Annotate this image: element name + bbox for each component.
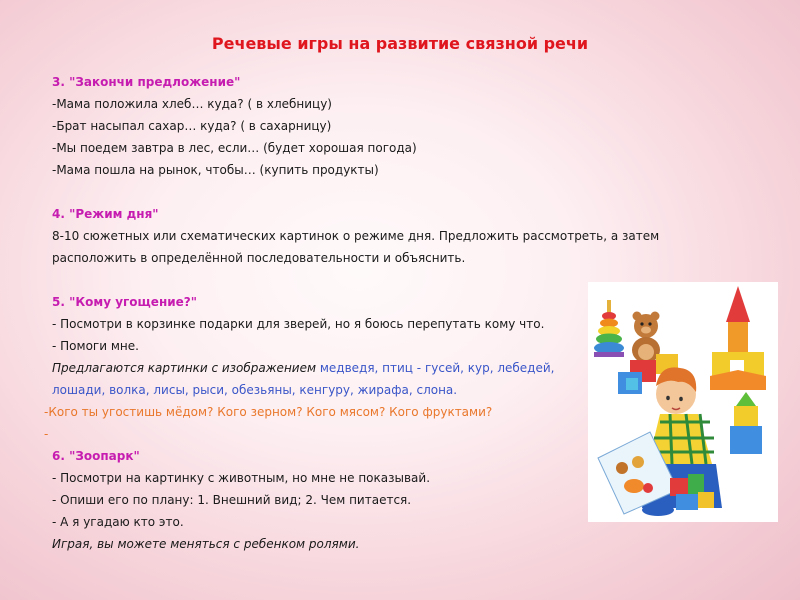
section-3-line: -Мама пошла на рынок, чтобы… (купить продукты) bbox=[52, 163, 379, 177]
slide-title: Речевые игры на развитие связной речи bbox=[211, 34, 589, 53]
section-5-italic-text: Предлагаются картинки с изображением bbox=[52, 361, 320, 375]
section-3-line: -Брат насыпал сахар… куда? ( в сахарницу) bbox=[52, 119, 332, 133]
section-3-heading: 3. "Закончи предложение" bbox=[52, 75, 241, 89]
section-6-line: - Опиши его по плану: 1. Внешний вид; 2. Чем питается. bbox=[52, 493, 412, 507]
red-cone-roof bbox=[726, 286, 750, 322]
section-6-italic-line: Играя, вы можете меняться с ребенком ролями. bbox=[52, 537, 360, 551]
section-4-line: 8-10 сюжетных или схематических картинок о режиме дня. Предложить рассмотреть, а затем bbox=[52, 229, 660, 243]
section-3-line: -Мама положила хлеб… куда? ( в хлебницу) bbox=[52, 97, 332, 111]
section-5-heading: 5. "Кому угощение?" bbox=[52, 295, 197, 309]
section-5-question: -Кого ты угостишь мёдом? Кого зерном? Кого мясом? Кого фруктами? bbox=[44, 405, 493, 419]
section-5-line: - Помоги мне. bbox=[52, 339, 139, 353]
section-5-animals-list: медведя, птиц - гусей, кур, лебедей, bbox=[319, 361, 555, 375]
section-5-animals-list: лошади, волка, лисы, рыси, обезьяны, кенгуру, жирафа, слона. bbox=[52, 383, 458, 397]
section-6-line: - Посмотри на картинку с животным, но мне не показывай. bbox=[52, 471, 431, 485]
section-3-line: -Мы поедем завтра в лес, если… (будет хорошая погода) bbox=[52, 141, 417, 155]
toys-illustration-svg bbox=[588, 282, 778, 522]
section-5-animals-line bbox=[52, 361, 554, 375]
section-4-heading: 4. "Режим дня" bbox=[52, 207, 159, 221]
section-6-line: - А я угадаю кто это. bbox=[52, 515, 184, 529]
section-5-dash: - bbox=[44, 427, 49, 441]
ring-pyramid-toy bbox=[594, 300, 624, 357]
children-toys-illustration bbox=[588, 282, 778, 522]
teddy-bear-toy bbox=[632, 312, 660, 364]
section-5-line: - Посмотри в корзинке подарки для зверей, но я боюсь перепутать кому что. bbox=[52, 317, 545, 331]
section-6-heading: 6. "Зоопарк" bbox=[52, 449, 140, 463]
section-4-line: расположить в определённой последовательности и объяснить. bbox=[52, 251, 466, 265]
